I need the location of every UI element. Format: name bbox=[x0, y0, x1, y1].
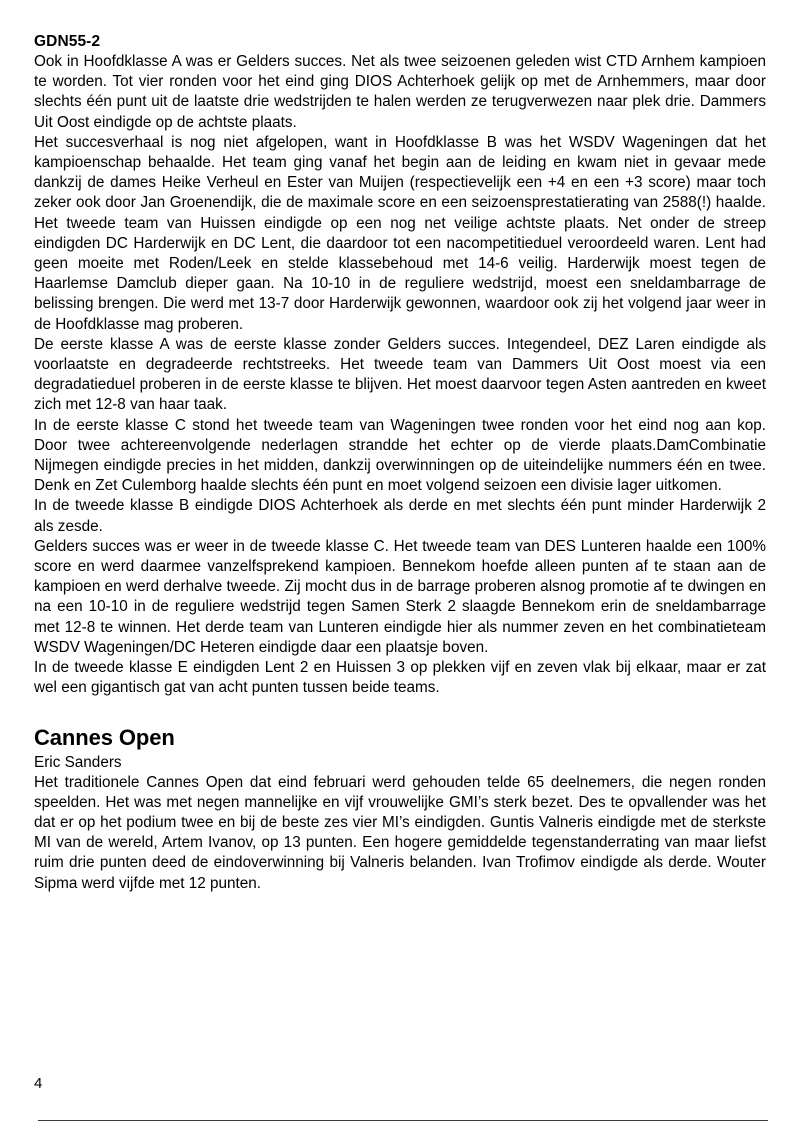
section-heading-block bbox=[34, 725, 766, 773]
paragraph-eerste-klasse-c: In de eerste klasse C stond het tweede team van Wageningen twee ronden voor het eind nog aan kop. Door twee achtereenvolgende nederlagen strandde het echter op de vierde plaats.DamCombinatie Nijmegen eindigde precies in het midden, dankzij overwinningen op de uiteindelijke nummers één en twee. Denk en Zet Culemborg haalde slechts één punt en moet volgend seizoen een divisie lager uitkomen. bbox=[34, 416, 766, 495]
section-title-cannes-open: Cannes Open bbox=[34, 724, 175, 750]
paragraph-hoofdklasse-b: Het succesverhaal is nog niet afgelopen, want in Hoofdklasse B was het WSDV Wageningen dat het kampioenschap behaalde. Het team ging vanaf het begin aan de leiding en kwam niet in gevaar mede dankzij de dames Heike Verheul en Ester van Muijen (respectievelijk een +4 en een +3 score) maar toch zeker ook door Jan Groenendijk, die de maximale score en een seizoensprestatierating van 2588(!) haalde. Het tweede team van Huissen eindigde op een nog net veilige achtste plaats. Net onder de streep eindigden DC Harderwijk en DC Lent, die daardoor tot een nacompetitieduel veroordeeld waren. Lent had geen moeite met Roden/Leek en stelde klassebehoud met 14-6 veilig. Harderwijk moest tegen de Haarlemse Damclub dieper gaan. Na 10-10 in de reguliere wedstrijd, moest een sneldambarrage de belissing brengen. Die werd met 13-7 door Harderwijk gewonnen, waardoor ook zij het volgend jaar weer in de Hoofdklasse mag proberen. bbox=[34, 133, 766, 333]
footer-divider bbox=[38, 1120, 768, 1121]
paragraph-tweede-klasse-b: In de tweede klasse B eindigde DIOS Achterhoek als derde en met slechts één punt minder Harderwijk 2 als zesde. bbox=[34, 497, 766, 535]
paragraph-tweede-klasse-c: Gelders succes was er weer in de tweede klasse C. Het tweede team van DES Lunteren haalde een 100% score en werd daarmee vanzelfsprekend kampioen. Bennekom hoefde alleen punten af te staan aan de kampioen en werd derhalve tweede. Zij mocht dus in de barrage proberen alsnog promotie af te dwingen en na een 10-10 in de reguliere wedstrijd tegen Samen Sterk 2 slaagde Bennekom erin de sneldambarrage met 12-8 te winnen. Het derde team van Lunteren eindigde hier als nummer zeven en het combinatieteam WSDV Wageningen/DC Heteren eindigde daar een plaatsje boven. bbox=[34, 537, 766, 656]
document-content bbox=[34, 0, 766, 894]
page-number: 4 bbox=[34, 1075, 43, 1092]
paragraph-cannes-open-report: Het traditionele Cannes Open dat eind februari werd gehouden telde 65 deelnemers, die negen ronden speelden. Het was met negen mannelijke en vijf vrouwelijke GMI’s sterk bezet. Des te opvallender was het dat er op het podium twee en bij de beste zes vier MI’s eindigden. Guntis Valneris eindigde met de sterkste MI van de wereld, Artem Ivanov, op 13 punten. Een hogere gemiddelde tegenstanderrating van maar liefst ruim drie punten deed de eindoverwinning bij Valneris belanden. Ivan Trofimov eindigde als derde. Wouter Sipma werd vijfde met 12 punten. bbox=[34, 773, 766, 892]
paragraph-eerste-klasse-a: De eerste klasse A was de eerste klasse zonder Gelders succes. Integendeel, DEZ Laren eindigde als voorlaatste en degradeerde rechtstreeks. Het tweede team van Dammers Uit Oost moest via een degradatieduel proberen in de eerste klasse te blijven. Het moest daarvoor tegen Asten aantreden en kweet zich met 12-8 van haar taak. bbox=[34, 335, 766, 414]
paragraph-hoofdklasse-a: Ook in Hoofdklasse A was er Gelders succes. Net als twee seizoenen geleden wist CTD Arnhem kampioen te worden. Tot vier ronden voor het eind ging DIOS Achterhoek gelijk op met de Arnhemmers, maar door slechts één punt uit de laatste drie wedstrijden te halen werden ze terugverwezen naar plek drie. Dammers Uit Oost eindigde op de achtste plaats. bbox=[34, 53, 766, 131]
paragraph-tweede-klasse-e: In de tweede klasse E eindigden Lent 2 en Huissen 3 op plekken vijf en zeven vlak bij elkaar, maar er zat wel een gigantisch gat van acht punten tussen beide teams. bbox=[34, 659, 766, 697]
document-header-label: GDN55-2 bbox=[34, 33, 101, 50]
section-author-byline: Eric Sanders bbox=[34, 753, 122, 771]
